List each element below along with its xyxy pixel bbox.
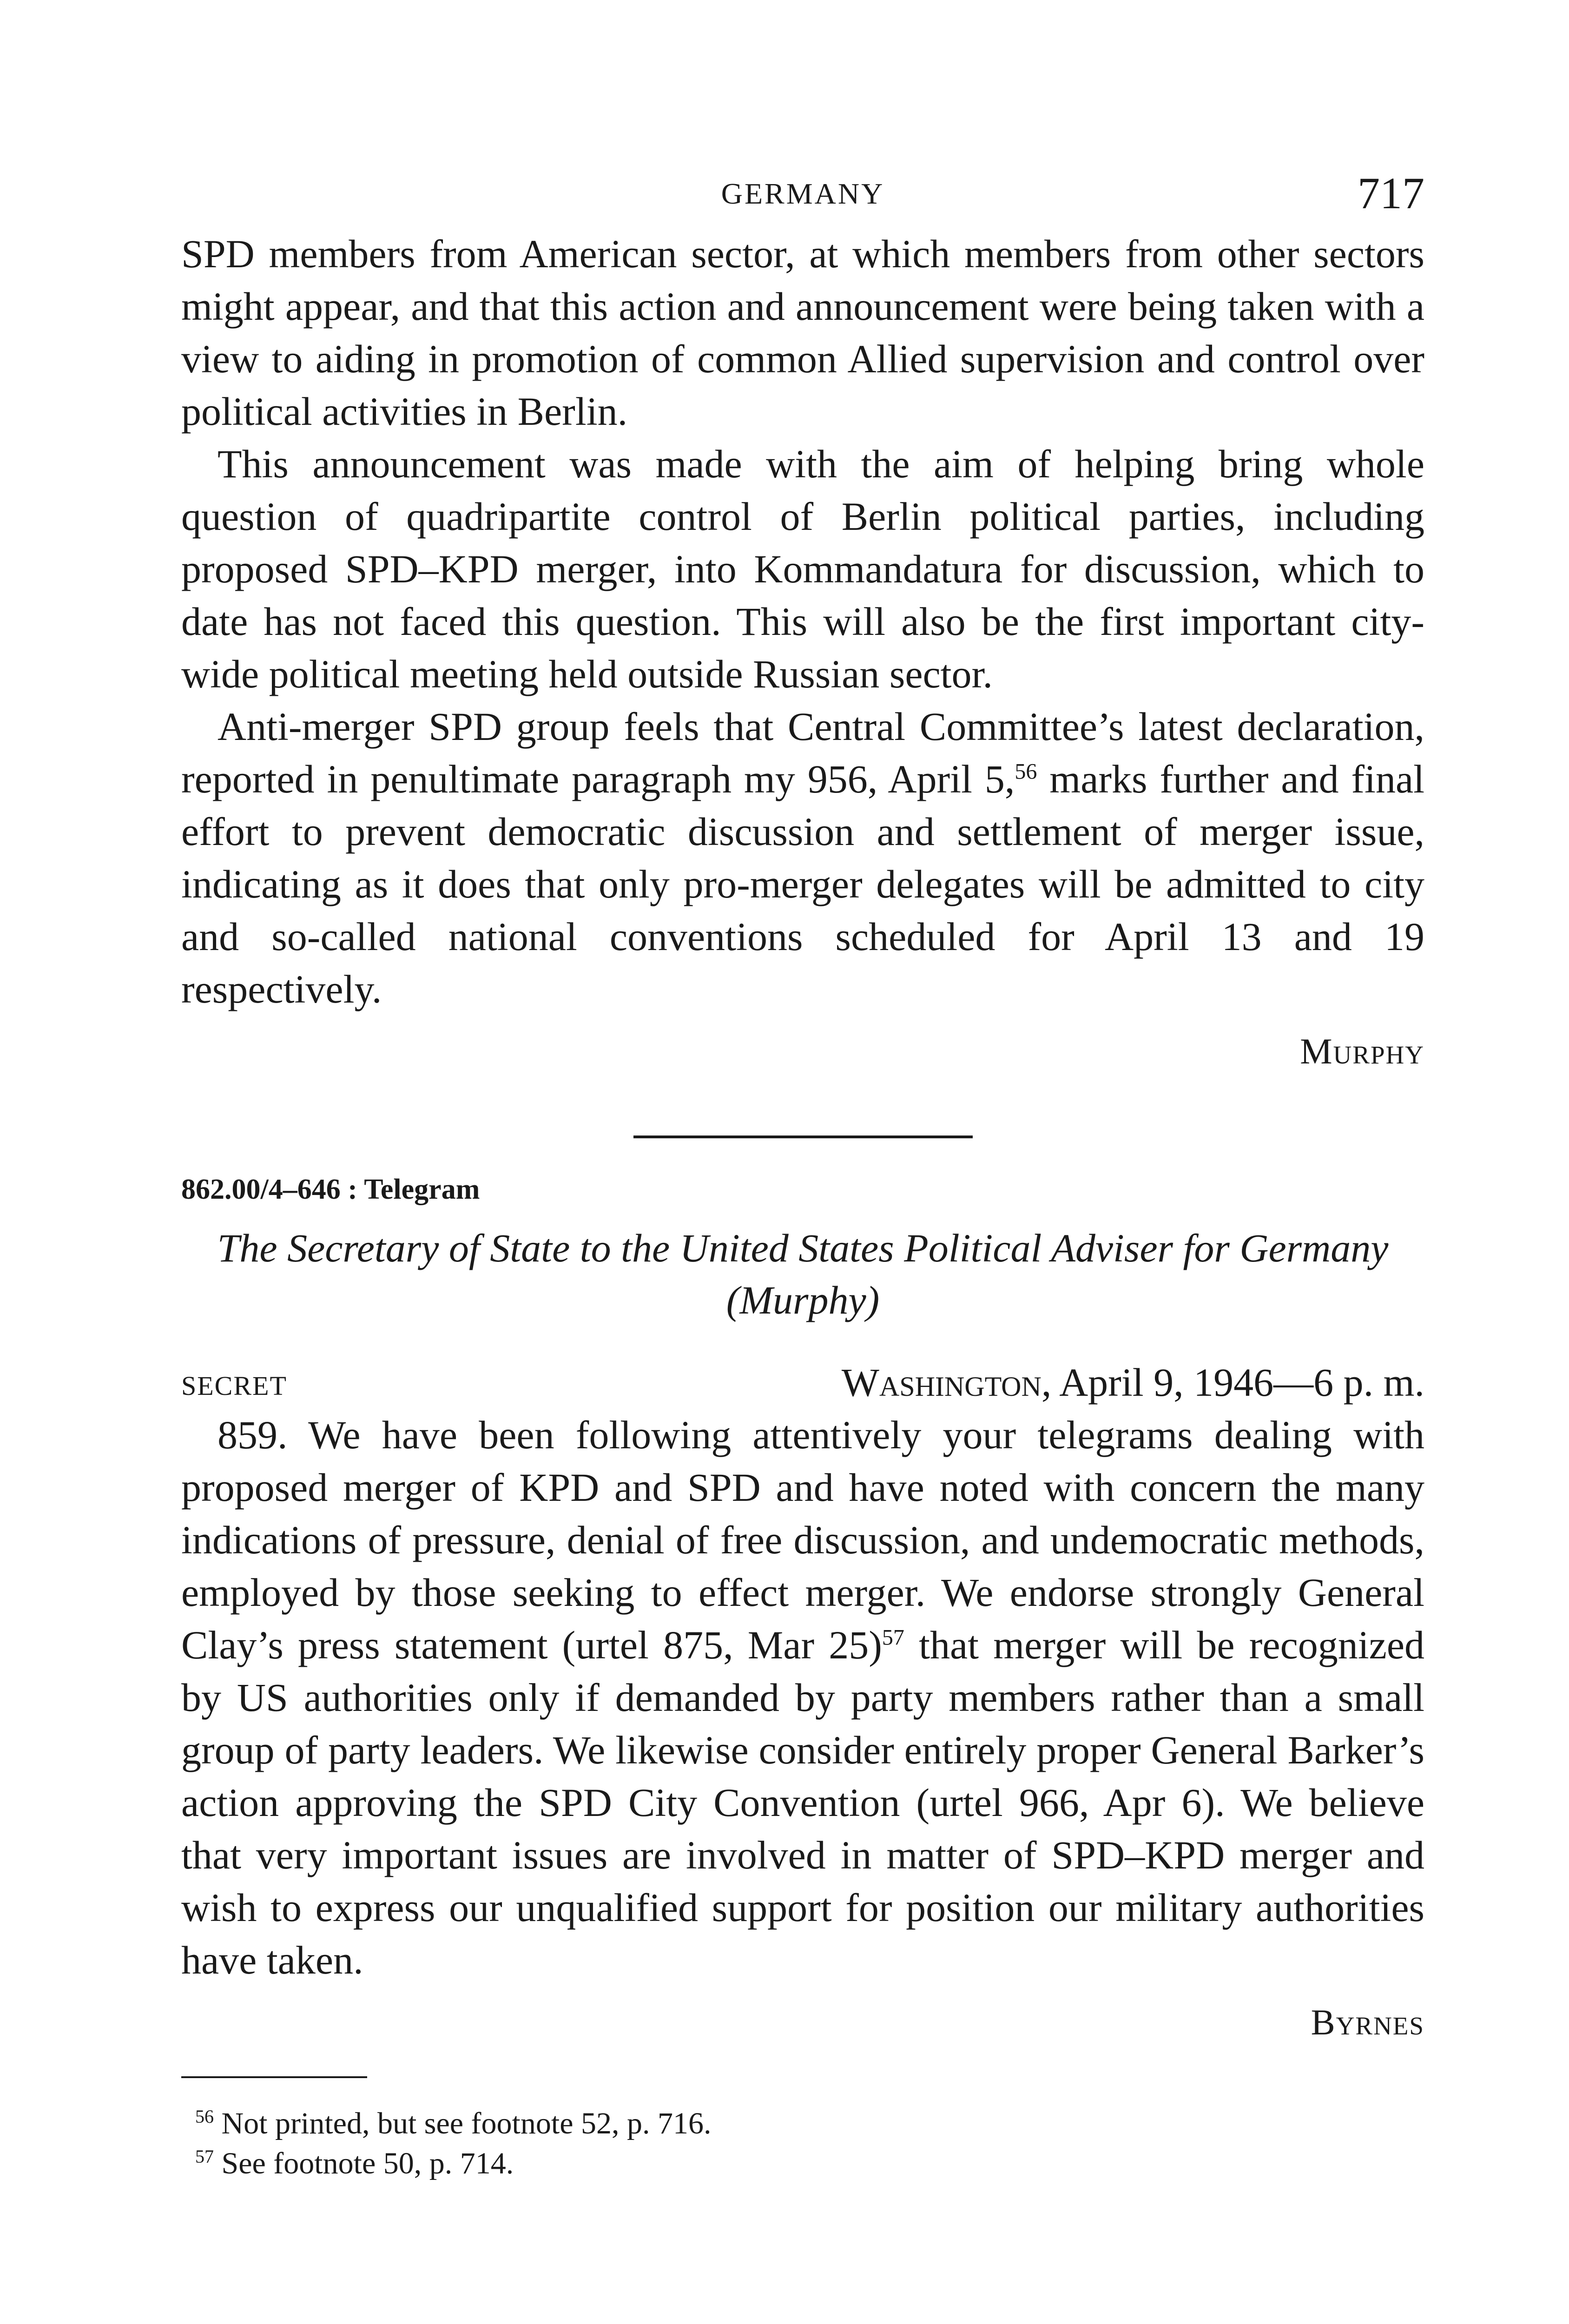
running-head: [181, 167, 1424, 228]
dateline-date: , April 9, 1946—6 p. m.: [1041, 1360, 1424, 1405]
continued-paragraph-3: [181, 700, 1424, 1016]
telegram-body: [181, 1409, 1424, 1987]
footnote-number: 56: [195, 2106, 214, 2127]
paragraph-3-text: Anti-merger SPD group feels that Central Committee’s latest declaration, reported in penultimate paragraph my 956, April 5,: [181, 704, 1424, 801]
dateline: [842, 1356, 1424, 1409]
classification-label: SECRET: [181, 1371, 287, 1401]
footnote-56: [181, 2104, 1424, 2144]
footnote-number: 57: [195, 2146, 214, 2167]
page-number: 717: [1358, 168, 1424, 218]
page-content: [181, 167, 1424, 2184]
footnote-text: See footnote 50, p. 714.: [221, 2146, 514, 2180]
footnotes: [181, 2104, 1424, 2184]
continued-paragraph-1: SPD members from American sector, at which members from other sectors might appear, and that this action and announcement were being taken with a view to aiding in promotion of common Allied supervision and control over political activities in Berlin.: [181, 231, 1424, 434]
footnote-57: [181, 2144, 1424, 2184]
dateline-place: Washington: [841, 1360, 1042, 1405]
footnote-text: Not printed, but see footnote 52, p. 716.: [221, 2106, 712, 2140]
signature-murphy: Murphy: [1300, 1031, 1424, 1071]
file-reference: 862.00/4–646 : Telegram: [181, 1174, 480, 1205]
dateline-row: [181, 1356, 1424, 1409]
footnote-rule: [181, 2076, 367, 2078]
paragraph-3-text-cont: marks further and final effort to prevent democratic discussion and settlement of merger issue, indicating as it does that only pro-merger delegates will be admitted to city and so-called national conventions scheduled for April 13 and 19 respectively.: [181, 757, 1425, 1011]
footnote-ref-57: 57: [882, 1625, 904, 1650]
telegram-body-part-2: that merger will be recognized by US authorities only if demanded by party members rather than a small group of party leaders. We likewise consider entirely proper General Barker’s action approving the SPD City Convention (urtel 966, Apr 6). We believe that very important issues are involved in matter of SPD–KPD merger and wish to express our unqualified support for position our military authorities have taken.: [181, 1623, 1424, 1982]
signature-byrnes: Byrnes: [1311, 2002, 1424, 2042]
footnote-ref-56: 56: [1015, 759, 1037, 784]
continued-paragraph-2: This announcement was made with the aim of helping bring whole question of quadripartite control of Berlin political parties, including proposed SPD–KPD merger, into Kommandatura for discussion, which to date has not faced this question. This will also be the first important city-wide political meeting held outside Russian sector.: [181, 442, 1424, 696]
document-separator: [633, 1136, 973, 1138]
telegram-body-part-1: 859. We have been following attentively your telegrams dealing with proposed merger of KPD and SPD and have noted with concern the many indications of pressure, denial of free discussion, and undemocratic methods, employed by those seeking to effect merger. We endorse strongly General Clay’s press statement (urtel 875, Mar 25): [181, 1413, 1424, 1667]
running-title: GERMANY: [721, 177, 885, 210]
document-title: The Secretary of State to the United States Political Adviser for Germany (Murphy): [217, 1226, 1389, 1322]
